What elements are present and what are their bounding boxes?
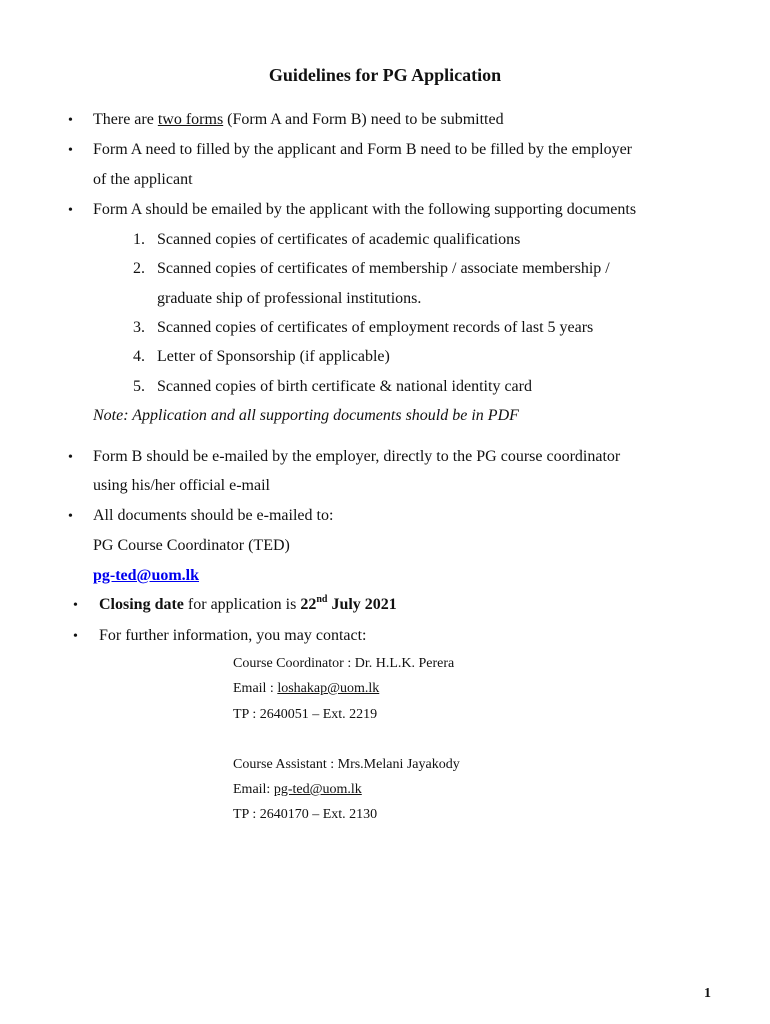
closing-date: [99, 595, 397, 615]
closing-day: 22: [300, 596, 317, 613]
page-number: 1: [704, 986, 711, 1001]
list-item-number: 4.: [133, 348, 145, 365]
bullet-icon: •: [68, 509, 73, 524]
text-segment: for application is: [183, 596, 301, 613]
bullet-icon: •: [68, 113, 73, 128]
list-item-number: 3.: [133, 319, 145, 336]
coordinator-email-link[interactable]: loshakap@uom.lk: [277, 681, 380, 696]
coordinator-phone: TP : 2640051 – Ext. 2219: [233, 707, 378, 722]
list-item: Letter of Sponsorship (if applicable): [157, 348, 390, 365]
email-label: Email:: [233, 782, 274, 797]
bullet-form-b-line2: using his/her official e-mail: [93, 477, 270, 494]
ordinal-suffix: nd: [316, 593, 328, 605]
recipient-name: PG Course Coordinator (TED): [93, 537, 290, 554]
bullet-form-b-line1: Form B should be e-mailed by the employer, directly to the PG course coordinator: [93, 448, 621, 465]
page-title: Guidelines for PG Application: [268, 65, 502, 85]
bullet-icon: •: [68, 203, 73, 218]
list-item-number: 2.: [133, 260, 145, 277]
bullet-forms-count: [93, 110, 504, 130]
list-item-number: 1.: [133, 231, 145, 248]
bullet-icon: •: [73, 598, 78, 613]
coordinator-email: [233, 680, 379, 698]
assistant-phone: TP : 2640170 – Ext. 2130: [233, 807, 378, 822]
coordinator-name: Course Coordinator : Dr. H.L.K. Perera: [233, 656, 455, 671]
further-info: For further information, you may contact:: [99, 627, 367, 644]
assistant-email: [233, 781, 362, 799]
bullet-form-fillers-line2: of the applicant: [93, 171, 193, 188]
bullet-form-fillers-line1: Form A need to filled by the applicant and Form B need to be filled by the employer: [93, 141, 632, 158]
list-item: Scanned copies of birth certificate & national identity card: [157, 378, 532, 395]
list-item: Scanned copies of certificates of employment records of last 5 years: [157, 319, 594, 336]
closing-date-label: Closing date: [99, 596, 184, 613]
recipient-email-link[interactable]: pg-ted@uom.lk: [93, 567, 200, 584]
bullet-email-to: All documents should be e-mailed to:: [93, 507, 334, 524]
pdf-note: Note: Application and all supporting documents should be in PDF: [93, 407, 519, 424]
email-label: Email :: [233, 681, 278, 696]
list-item-number: 5.: [133, 378, 145, 395]
list-item: Scanned copies of certificates of membership / associate membership /: [157, 260, 610, 277]
assistant-email-link[interactable]: pg-ted@uom.lk: [273, 782, 362, 797]
bullet-icon: •: [68, 143, 73, 158]
text-segment: There are: [93, 111, 158, 128]
text-segment: (Form A and Form B) need to be submitted: [223, 111, 504, 128]
bullet-icon: •: [73, 629, 78, 644]
bullet-icon: •: [68, 450, 73, 465]
list-item: Scanned copies of certificates of academic qualifications: [157, 231, 521, 248]
list-item-continuation: graduate ship of professional institutions.: [157, 290, 422, 307]
underlined-text: two forms: [157, 111, 224, 128]
assistant-name: Course Assistant : Mrs.Melani Jayakody: [233, 757, 460, 772]
closing-month-year: July 2021: [327, 596, 397, 613]
bullet-form-a-email: Form A should be emailed by the applicant with the following supporting documents: [93, 201, 637, 218]
